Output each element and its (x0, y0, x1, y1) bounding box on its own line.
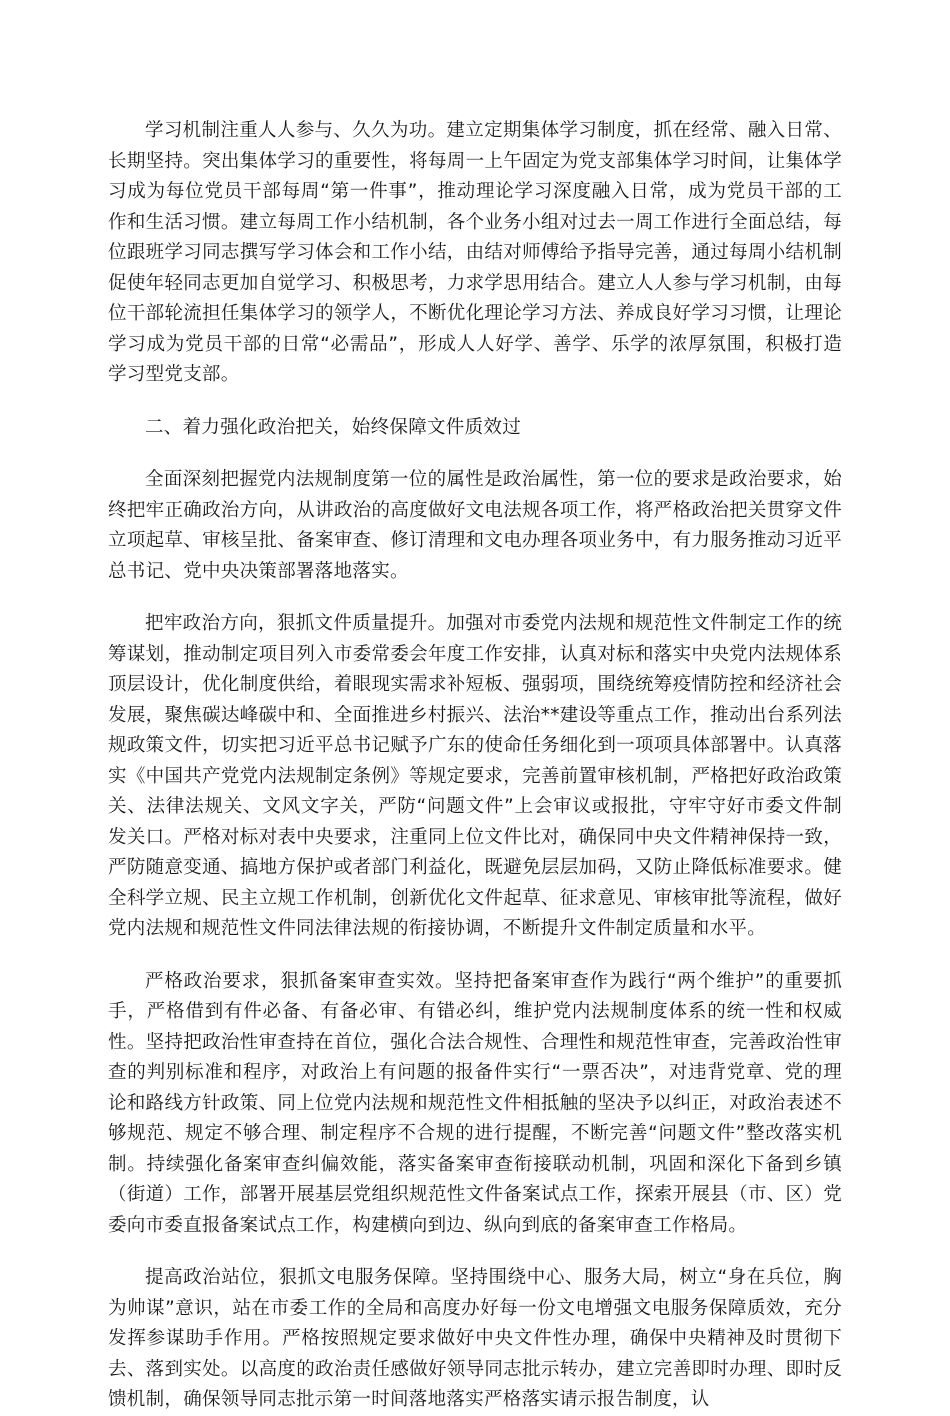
paragraph-study-mechanism: 学习机制注重人人参与、久久为功。建立定期集体学习制度，抓在经常、融入日常、长期坚持。突出集体学习的重要性，将每周一上午固定为党支部集体学习时间，让集体学习成为每位党员干部每周“第一件事”，推动理论学习深度融入日常，成为党员干部的工作和生活习惯。建立每周工作小结机制，各个业务小组对过去一周工作进行全面总结，每位跟班学习同志撰写学习体会和工作小结，由结对师傅给予指导完善，通过每周小结机制促使年轻同志更加自觉学习、积极思考，力求学思用结合。建立人人参与学习机制，由每位干部轮流担任集体学习的领学人，不断优化理论学习方法、养成良好学习习惯，让理论学习成为党员干部的日常“必需品”，形成人人好学、善学、乐学的浓厚氛围，积极打造学习型党支部。 (108, 120, 842, 385)
paragraph-political-attribute: 全面深刻把握党内法规制度第一位的属性是政治属性，第一位的要求是政治要求，始终把牢正确政治方向，从讲政治的高度做好文电法规各项工作，将严格政治把关贯穿文件立项起草、审核呈批、备案审查、修订清理和文电办理各项业务中，有力服务推动习近平总书记、党中央决策部署落地落实。 (108, 469, 842, 582)
paragraph-document-quality: 把牢政治方向，狠抓文件质量提升。加强对市委党内法规和规范性文件制定工作的统筹谋划，推动制定项目列入市委常委会年度工作安排，认真对标和落实中央党内法规体系顶层设计，优化制度供给，着眼现实需求补短板、强弱项，围绕统筹疫情防控和经济社会发展，聚焦碳达峰碳中和、全面推进乡村振兴、法治**建设等重点工作，推动出台系列法规政策文件，切实把习近平总书记赋予广东的使命任务细化到一项项具体部署中。认真落实《中国共产党党内法规制定条例》等规定要求，完善前置审核机制，严格把好政治政策关、法律法规关、文风文字关，严防“问题文件”上会审议或报批，守牢守好市委文件制发关口。严格对标对表中央要求，注重同上位文件比对，确保同中央文件精神保持一致，严防随意变通、搞地方保护或者部门利益化，既避免层层加码，又防止降低标准要求。健全科学立规、民主立规工作机制，创新优化文件起草、征求意见、审核审批等流程，做好党内法规和规范性文件同法律法规的衔接协调，不断提升文件制定质量和水平。 (108, 613, 842, 939)
paragraph-telegram-service: 提高政治站位，狠抓文电服务保障。坚持围绕中心、服务大局，树立“身在兵位，胸为帅谋”意识，站在市委工作的全局和高度办好每一份文电增强文电服务保障质效，充分发挥参谋助手作用。严格按照规定要求做好中央文件性办理，确保中央精神及时贯彻下去、落到实处。以高度的政治责任感做好领导同志批示转办，建立完善即时办理、即时反馈机制，确保领导同志批示第一时间落地落实严格落实请示报告制度，认 (108, 1267, 842, 1410)
paragraph-filing-review: 严格政治要求，狠抓备案审查实效。坚持把备案审查作为践行“两个维护”的重要抓手，严格借到有件必备、有备必审、有错必纠，维护党内法规制度体系的统一性和权威性。坚持把政治性审查持在首位，强化合法合规性、合理性和规范性审查，完善政治性审查的判别标准和程序，对政治上有问题的报备件实行“一票否决”，对违背党章、党的理论和路线方针政策、同上位党内法规和规范性文件相抵触的坚决予以纠正，对政治表述不够规范、规定不够合理、制定程序不合规的进行提醒，不断完善“问题文件”整改落实机制。持续强化备案审查纠偏效能，落实备案审查衔接联动机制，巩固和深化下备到乡镇（街道）工作，部署开展基层党组织规范性文件备案试点工作，探索开展县（市、区）党委向市委直报备案试点工作，构建横向到边、纵向到底的备案审查工作格局。 (108, 970, 842, 1236)
section-heading-political-review: 二、着力强化政治把关，始终保障文件质效过 (145, 416, 522, 438)
